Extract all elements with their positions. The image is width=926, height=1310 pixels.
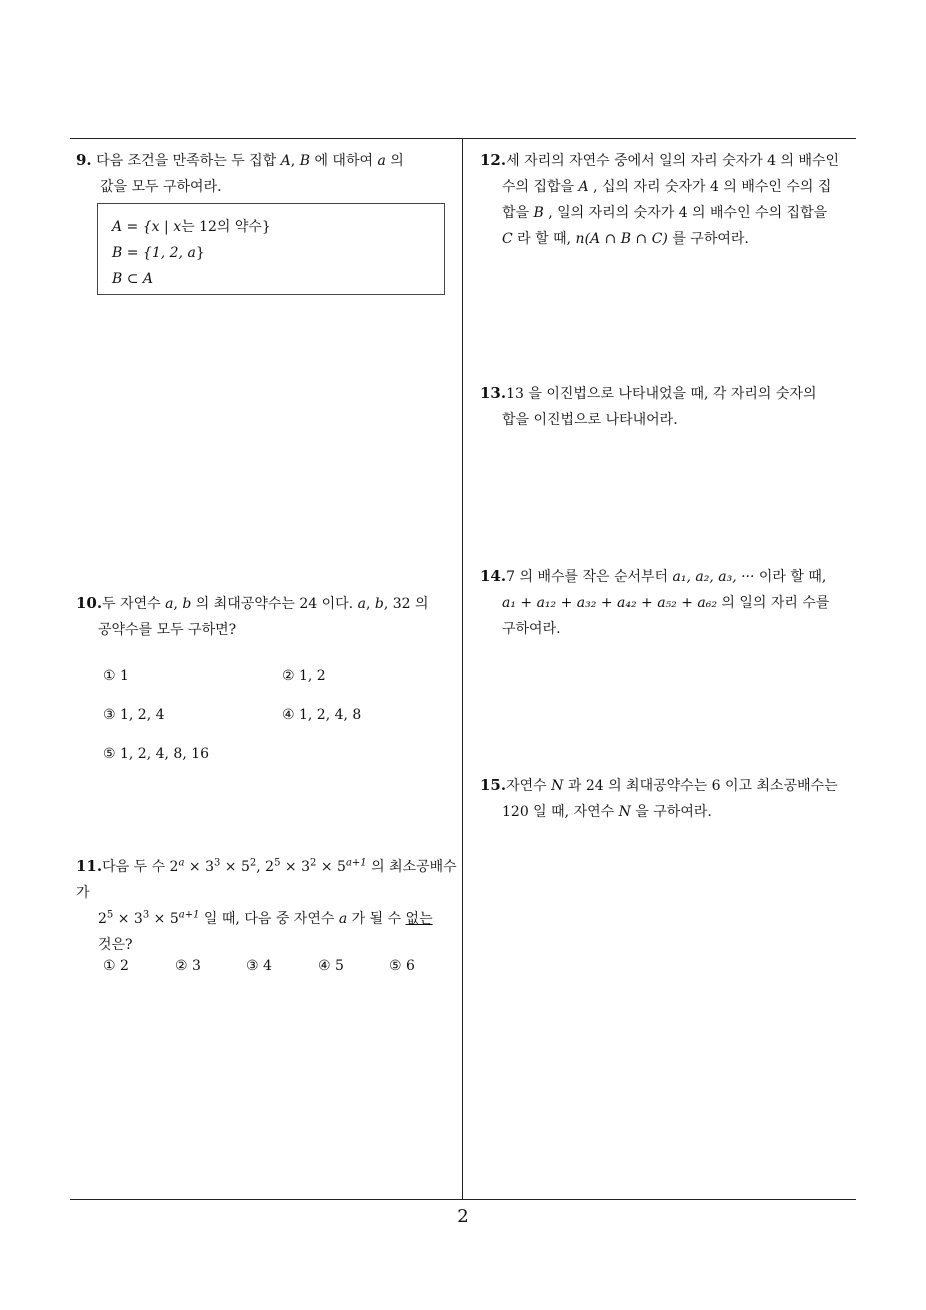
question-14-line-2: a₁ + a₁₂ + a₃₂ + a₄₂ + a₅₂ + a₆₂ 의 일의 자리 수를 — [502, 595, 830, 611]
question-12-line-3: 합을 B , 일의 자리의 숫자가 4 의 배수인 수의 집합을 — [502, 205, 828, 221]
choice-11-3[interactable]: ③ 4 — [246, 958, 272, 974]
condition-line-2: B = {1, 2, a} — [112, 245, 205, 261]
question-15-line-2: 120 일 때, 자연수 N 을 구하여라. — [502, 804, 712, 820]
question-13 — [480, 380, 860, 433]
question-12-line-4: C 라 할 때, n(A ∩ B ∩ C) 를 구하여라. — [502, 231, 749, 247]
page-number: 2 — [457, 1206, 469, 1227]
question-15 — [480, 772, 860, 825]
question-9-line-2: 값을 모두 구하여라. — [100, 179, 222, 195]
question-number: 12. — [480, 151, 507, 169]
condition-line-1: A = {x | x는 12의 약수} — [112, 219, 271, 235]
question-12 — [480, 147, 860, 252]
question-12-line-1: 12.세 자리의 자연수 중에서 일의 자리 숫자가 4 의 배수인 — [480, 151, 840, 169]
question-number: 11. — [76, 857, 103, 875]
question-14-line-3: 구하여라. — [502, 621, 561, 637]
question-13-line-2: 합을 이진법으로 나타내어라. — [502, 412, 678, 428]
question-11-line-1: 11.다음 두 수 $2^a \times 3^3 \times 5^2$, $2^5 \times 3^2 \times 5^{a+1}$ 의 최소공배수가 — [76, 857, 457, 901]
question-9 — [76, 147, 456, 200]
question-10-line-2: 공약수를 모두 구하면? — [98, 622, 237, 638]
question-14 — [480, 563, 860, 642]
choice-11-2[interactable]: ② 3 — [175, 958, 201, 974]
question-9-line-1: 9. 다음 조건을 만족하는 두 집합 A, B 에 대하여 a 의 — [76, 151, 404, 169]
question-15-line-1: 15.자연수 N 과 24 의 최대공약수는 6 이고 최소공배수는 — [480, 776, 838, 794]
question-number: 14. — [480, 567, 507, 585]
choice-10-3[interactable]: ③ 1, 2, 4 — [103, 707, 165, 723]
bottom-rule — [70, 1199, 856, 1200]
question-10-line-1: 10.두 자연수 a, b 의 최대공약수는 24 이다. a, b, 32 의 — [76, 594, 429, 612]
condition-box — [97, 203, 445, 295]
question-number: 9. — [76, 151, 92, 169]
choice-11-4[interactable]: ④ 5 — [318, 958, 344, 974]
top-rule — [70, 138, 856, 139]
question-number: 10. — [76, 594, 103, 612]
choice-11-1[interactable]: ① 2 — [103, 958, 129, 974]
choice-10-4[interactable]: ④ 1, 2, 4, 8 — [282, 707, 362, 723]
question-number: 13. — [480, 384, 507, 402]
choice-10-2[interactable]: ② 1, 2 — [282, 668, 326, 684]
question-10 — [76, 590, 460, 643]
question-13-line-1: 13.13 을 이진법으로 나타내었을 때, 각 자리의 숫자의 — [480, 384, 817, 402]
question-number: 15. — [480, 776, 507, 794]
choice-11-5[interactable]: ⑤ 6 — [389, 958, 415, 974]
column-divider — [462, 138, 463, 1200]
question-14-line-1: 14.7 의 배수를 작은 순서부터 a₁, a₂, a₃, ··· 이라 할 때, — [480, 567, 827, 585]
condition-line-3: B ⊂ A — [112, 271, 154, 287]
question-11 — [76, 853, 460, 958]
choice-10-1[interactable]: ① 1 — [103, 668, 129, 684]
question-11-line-2: $2^5 \times 3^3 \times 5^{a+1}$ 일 때, 다음 중 자연수 a 가 될 수 없는 — [98, 909, 433, 927]
question-12-line-2: 수의 집합을 A , 십의 자리 숫자가 4 의 배수인 수의 집 — [502, 179, 832, 195]
question-11-line-3: 것은? — [98, 937, 133, 953]
choice-10-5[interactable]: ⑤ 1, 2, 4, 8, 16 — [103, 746, 210, 762]
